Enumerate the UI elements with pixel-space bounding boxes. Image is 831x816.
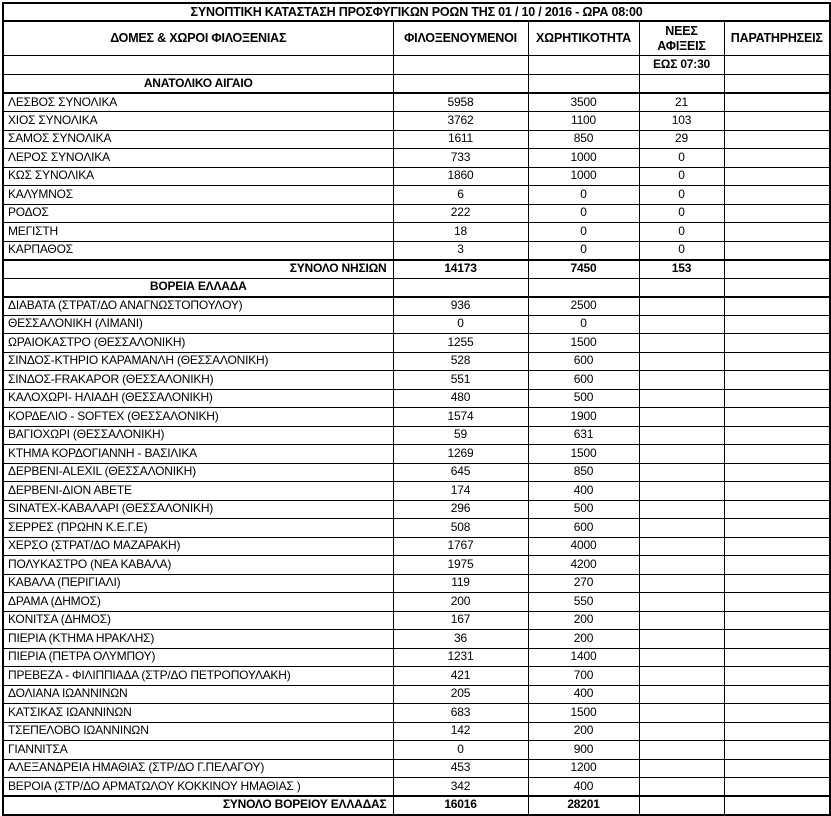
remarks-cell [724, 537, 830, 556]
arrivals-cell: 0 [639, 204, 724, 223]
arrivals-cell [639, 519, 724, 538]
remarks-cell [724, 352, 830, 371]
hosted-cell: 1975 [393, 556, 528, 575]
arrivals-cell: 0 [639, 149, 724, 168]
capacity-cell: 1400 [528, 648, 639, 667]
facility-name-cell: ΚΑΡΠΑΘΟΣ [3, 241, 393, 260]
remarks-cell [724, 334, 830, 353]
facility-name-cell: ΔΡΑΜΑ (ΔΗΜΟΣ) [3, 593, 393, 612]
arrivals-cell [639, 778, 724, 797]
remarks-cell [724, 75, 830, 94]
hosted-cell: 1860 [393, 167, 528, 186]
arrivals-cell [639, 537, 724, 556]
column-header-facility: ΔΟΜΕΣ & ΧΩΡΟΙ ΦΙΛΟΞΕΝΙΑΣ [3, 21, 393, 56]
capacity-cell: 600 [528, 371, 639, 390]
hosted-cell: 59 [393, 426, 528, 445]
subheader-row [3, 56, 830, 75]
column-header-capacity: ΧΩΡΗΤΙΚΟΤΗΤΑ [528, 21, 639, 56]
facility-name-cell: ΣΙΝΔΟΣ-ΚΤΗΡΙΟ ΚΑΡΑΜΑΝΛΗ (ΘΕΣΣΑΛΟΝΙΚΗ) [3, 352, 393, 371]
arrivals-cell [639, 75, 724, 94]
arrivals-cell: 0 [639, 186, 724, 205]
facility-name-cell: ΡΟΔΟΣ [3, 204, 393, 223]
remarks-cell [724, 371, 830, 390]
empty-cell [3, 56, 393, 75]
table-row [3, 593, 830, 612]
capacity-cell: 4000 [528, 537, 639, 556]
facility-name-cell: ΚΑΛΥΜΝΟΣ [3, 186, 393, 205]
capacity-cell: 0 [528, 315, 639, 334]
hosted-cell: 0 [393, 315, 528, 334]
hosted-cell: 142 [393, 722, 528, 741]
facility-name-cell: ΑΛΕΞΑΝΔΡΕΙΑ ΗΜΑΘΙΑΣ (ΣΤΡ/ΔΟ Γ.ΠΕΛΑΓΟΥ) [3, 759, 393, 778]
table-row [3, 445, 830, 464]
facility-name-cell: ΑΝΑΤΟΛΙΚΟ ΑΙΓΑΙΟ [3, 75, 393, 94]
remarks-cell [724, 611, 830, 630]
remarks-cell [724, 130, 830, 149]
table-row [3, 759, 830, 778]
remarks-cell [724, 482, 830, 501]
section-header-row [3, 75, 830, 94]
table-row [3, 130, 830, 149]
facility-name-cell: ΧΙΟΣ ΣΥΝΟΛΙΚΑ [3, 112, 393, 131]
facility-name-cell: ΠΟΛΥΚΑΣΤΡΟ (ΝΕΑ ΚΑΒΑΛΑ) [3, 556, 393, 575]
facility-name-cell: ΔΟΛΙΑΝΑ ΙΩΑΝΝΙΝΩΝ [3, 685, 393, 704]
facility-name-cell: ΜΕΓΙΣΤΗ [3, 223, 393, 242]
remarks-cell [724, 704, 830, 723]
table-row [3, 630, 830, 649]
table-row [3, 648, 830, 667]
arrivals-cell: 153 [639, 260, 724, 279]
remarks-cell [724, 167, 830, 186]
hosted-cell: 16016 [393, 796, 528, 815]
table-row [3, 167, 830, 186]
table-row [3, 389, 830, 408]
arrivals-cell [639, 315, 724, 334]
arrivals-cell [639, 445, 724, 464]
hosted-cell: 119 [393, 574, 528, 593]
table-row [3, 204, 830, 223]
arrivals-cell [639, 371, 724, 390]
capacity-cell: 400 [528, 482, 639, 501]
remarks-cell [724, 759, 830, 778]
arrivals-cell [639, 574, 724, 593]
hosted-cell: 205 [393, 685, 528, 704]
table-row [3, 519, 830, 538]
arrivals-cell: 21 [639, 93, 724, 112]
remarks-cell [724, 648, 830, 667]
facility-name-cell: ΣΕΡΡΕΣ (ΠΡΩΗΝ Κ.Ε.Γ.Ε) [3, 519, 393, 538]
hosted-cell: 174 [393, 482, 528, 501]
facility-name-cell: ΣΙΝΔΟΣ-FRAKAPOR (ΘΕΣΣΑΛΟΝΙΚΗ) [3, 371, 393, 390]
capacity-cell: 28201 [528, 796, 639, 815]
empty-cell [393, 56, 528, 75]
empty-cell [724, 56, 830, 75]
capacity-cell: 500 [528, 389, 639, 408]
facility-name-cell: ΘΕΣΣΑΛΟΝΙΚΗ (ΛΙΜΑΝΙ) [3, 315, 393, 334]
hosted-cell: 36 [393, 630, 528, 649]
remarks-cell [724, 223, 830, 242]
capacity-cell: 7450 [528, 260, 639, 279]
facility-name-cell: ΣΥΝΟΛΟ ΝΗΣΙΩΝ [3, 260, 393, 279]
facility-name-cell: ΤΣΕΠΕΛΟΒΟ ΙΩΑΝΝΙΝΩΝ [3, 722, 393, 741]
table-row [3, 334, 830, 353]
facility-name-cell: ΚΩΣ ΣΥΝΟΛΙΚΑ [3, 167, 393, 186]
capacity-cell: 631 [528, 426, 639, 445]
remarks-cell [724, 500, 830, 519]
table-row [3, 426, 830, 445]
capacity-cell: 200 [528, 630, 639, 649]
hosted-cell: 733 [393, 149, 528, 168]
table-row [3, 315, 830, 334]
capacity-cell: 0 [528, 241, 639, 260]
arrivals-cell [639, 297, 724, 316]
remarks-cell [724, 315, 830, 334]
hosted-cell: 1255 [393, 334, 528, 353]
table-row [3, 371, 830, 390]
table-row [3, 500, 830, 519]
column-header-hosted: ΦΙΛΟΞΕΝΟΥΜΕΝΟΙ [393, 21, 528, 56]
remarks-cell [724, 408, 830, 427]
capacity-cell: 400 [528, 778, 639, 797]
remarks-cell [724, 389, 830, 408]
hosted-cell: 14173 [393, 260, 528, 279]
hosted-cell: 528 [393, 352, 528, 371]
capacity-cell: 600 [528, 519, 639, 538]
arrivals-cell [639, 556, 724, 575]
hosted-cell: 1269 [393, 445, 528, 464]
table-row [3, 408, 830, 427]
capacity-cell: 200 [528, 722, 639, 741]
facility-name-cell: ΣΑΜΟΣ ΣΥΝΟΛΙΚΑ [3, 130, 393, 149]
facility-name-cell: ΠΙΕΡΙΑ (ΠΕΤΡΑ ΟΛΥΜΠΟΥ) [3, 648, 393, 667]
capacity-cell: 270 [528, 574, 639, 593]
table-row [3, 93, 830, 112]
remarks-cell [724, 93, 830, 112]
arrivals-cell [639, 482, 724, 501]
arrivals-cell: 0 [639, 167, 724, 186]
facility-name-cell: ΛΕΡΟΣ ΣΥΝΟΛΙΚΑ [3, 149, 393, 168]
total-row [3, 796, 830, 815]
arrivals-cell [639, 352, 724, 371]
arrivals-cell: 0 [639, 223, 724, 242]
arrivals-cell [639, 334, 724, 353]
facility-name-cell: ΣΥΝΟΛΟ ΒΟΡΕΙΟΥ ΕΛΛΑΔΑΣ [3, 796, 393, 815]
refugee-status-table [2, 2, 831, 816]
arrivals-cell [639, 463, 724, 482]
remarks-cell [724, 685, 830, 704]
facility-name-cell: ΧΕΡΣΟ (ΣΤΡΑΤ/ΔΟ ΜΑΖΑΡΑΚΗ) [3, 537, 393, 556]
facility-name-cell: ΚΑΤΣΙΚΑΣ ΙΩΑΝΝΙΝΩΝ [3, 704, 393, 723]
facility-name-cell: ΔΕΡΒΕΝΙ-ALEXIL (ΘΕΣΣΑΛΟΝΙΚΗ) [3, 463, 393, 482]
capacity-cell: 1200 [528, 759, 639, 778]
capacity-cell: 600 [528, 352, 639, 371]
remarks-cell [724, 574, 830, 593]
capacity-cell: 850 [528, 463, 639, 482]
remarks-cell [724, 112, 830, 131]
facility-name-cell: ΩΡΑΙΟΚΑΣΤΡΟ (ΘΕΣΣΑΛΟΝΙΚΗ) [3, 334, 393, 353]
total-row [3, 260, 830, 279]
hosted-cell: 1231 [393, 648, 528, 667]
remarks-cell [724, 593, 830, 612]
facility-name-cell: ΚΤΗΜΑ ΚΟΡΔΟΓΙΑΝΝΗ - ΒΑΣΙΛΙΚΑ [3, 445, 393, 464]
hosted-cell: 3 [393, 241, 528, 260]
table-row [3, 112, 830, 131]
capacity-cell: 1900 [528, 408, 639, 427]
arrivals-cell [639, 722, 724, 741]
arrivals-cell [639, 500, 724, 519]
remarks-cell [724, 426, 830, 445]
arrivals-cell: 0 [639, 241, 724, 260]
arrivals-cell [639, 796, 724, 815]
capacity-cell: 1500 [528, 334, 639, 353]
remarks-cell [724, 204, 830, 223]
arrivals-cell [639, 408, 724, 427]
remarks-cell [724, 241, 830, 260]
capacity-cell: 1000 [528, 167, 639, 186]
hosted-cell: 167 [393, 611, 528, 630]
page-title: ΣΥΝΟΠΤΙΚΗ ΚΑΤΑΣΤΑΣΗ ΠΡΟΣΦΥΓΙΚΩΝ ΡΟΩΝ ΤΗΣ 01 / 10 / 2016 - ΩΡΑ 08:00 [3, 3, 830, 21]
hosted-cell: 508 [393, 519, 528, 538]
remarks-cell [724, 463, 830, 482]
capacity-cell: 0 [528, 204, 639, 223]
arrivals-cell [639, 389, 724, 408]
capacity-cell: 850 [528, 130, 639, 149]
hosted-cell: 936 [393, 297, 528, 316]
capacity-cell: 1500 [528, 704, 639, 723]
table-row [3, 223, 830, 242]
facility-name-cell: ΔΕΡΒΕΝΙ-ΔΙΟΝ ΑΒΕΤΕ [3, 482, 393, 501]
arrivals-cell [639, 741, 724, 760]
hosted-cell: 1611 [393, 130, 528, 149]
section-header-row [3, 278, 830, 297]
table-row [3, 297, 830, 316]
hosted-cell: 296 [393, 500, 528, 519]
facility-name-cell: ΔΙΑΒΑΤΑ (ΣΤΡΑΤ/ΔΟ ΑΝΑΓΝΩΣΤΟΠΟΥΛΟΥ) [3, 297, 393, 316]
empty-cell [528, 56, 639, 75]
capacity-cell: 900 [528, 741, 639, 760]
table-row [3, 611, 830, 630]
table-row [3, 667, 830, 686]
hosted-cell: 551 [393, 371, 528, 390]
capacity-cell: 0 [528, 223, 639, 242]
hosted-cell: 0 [393, 741, 528, 760]
table-row [3, 574, 830, 593]
column-header-new-arrivals: ΝΕΕΣ ΑΦΙΞΕΙΣ [639, 21, 724, 56]
arrivals-cell [639, 685, 724, 704]
remarks-cell [724, 630, 830, 649]
hosted-cell: 18 [393, 223, 528, 242]
capacity-cell: 3500 [528, 93, 639, 112]
remarks-cell [724, 796, 830, 815]
capacity-cell: 200 [528, 611, 639, 630]
facility-name-cell: SINATEX-ΚΑΒΑΛΑΡΙ (ΘΕΣΣΑΛΟΝΙΚΗ) [3, 500, 393, 519]
table-row [3, 778, 830, 797]
capacity-cell: 500 [528, 500, 639, 519]
arrivals-cell [639, 704, 724, 723]
hosted-cell: 1767 [393, 537, 528, 556]
hosted-cell: 5958 [393, 93, 528, 112]
facility-name-cell: ΛΕΣΒΟΣ ΣΥΝΟΛΙΚΑ [3, 93, 393, 112]
capacity-cell [528, 278, 639, 297]
remarks-cell [724, 722, 830, 741]
header-row [3, 21, 830, 56]
capacity-cell: 400 [528, 685, 639, 704]
arrivals-cell [639, 667, 724, 686]
remarks-cell [724, 149, 830, 168]
table-row [3, 463, 830, 482]
facility-name-cell: ΒΟΡΕΙΑ ΕΛΛΑΔΑ [3, 278, 393, 297]
capacity-cell: 1000 [528, 149, 639, 168]
arrivals-cell: 29 [639, 130, 724, 149]
remarks-cell [724, 297, 830, 316]
table-row [3, 482, 830, 501]
capacity-cell: 1500 [528, 445, 639, 464]
arrivals-cell [639, 611, 724, 630]
hosted-cell: 6 [393, 186, 528, 205]
arrivals-cell [639, 426, 724, 445]
hosted-cell [393, 75, 528, 94]
hosted-cell: 3762 [393, 112, 528, 131]
table-row [3, 186, 830, 205]
capacity-cell: 4200 [528, 556, 639, 575]
arrivals-cell: 103 [639, 112, 724, 131]
capacity-cell: 1100 [528, 112, 639, 131]
arrivals-cell [639, 759, 724, 778]
facility-name-cell: ΓΙΑΝΝΙΤΣΑ [3, 741, 393, 760]
capacity-cell: 550 [528, 593, 639, 612]
table-row [3, 741, 830, 760]
facility-name-cell: ΠΡΕΒΕΖΑ - ΦΙΛΙΠΠΙΑΔΑ (ΣΤΡ/ΔΟ ΠΕΤΡΟΠΟΥΛΑΚΗ) [3, 667, 393, 686]
facility-name-cell: ΚΟΝΙΤΣΑ (ΔΗΜΟΣ) [3, 611, 393, 630]
hosted-cell: 200 [393, 593, 528, 612]
capacity-cell: 0 [528, 186, 639, 205]
hosted-cell: 480 [393, 389, 528, 408]
hosted-cell [393, 278, 528, 297]
table-row [3, 149, 830, 168]
column-header-remarks: ΠΑΡΑΤΗΡΗΣΕΙΣ [724, 21, 830, 56]
remarks-cell [724, 260, 830, 279]
remarks-cell [724, 556, 830, 575]
facility-name-cell: ΚΑΛΟΧΩΡΙ- ΗΛΙΑΔΗ (ΘΕΣΣΑΛΟΝΙΚΗ) [3, 389, 393, 408]
facility-name-cell: ΠΙΕΡΙΑ (ΚΤΗΜΑ ΗΡΑΚΛΗΣ) [3, 630, 393, 649]
facility-name-cell: ΒΕΡΟΙΑ (ΣΤΡ/ΔΟ ΑΡΜΑΤΩΛΟΥ ΚΟΚΚΙΝΟΥ ΗΜΑΘΙΑΣ ) [3, 778, 393, 797]
arrivals-cell [639, 593, 724, 612]
remarks-cell [724, 667, 830, 686]
capacity-cell [528, 75, 639, 94]
table-row [3, 556, 830, 575]
capacity-cell: 700 [528, 667, 639, 686]
facility-name-cell: ΚΑΒΑΛΑ (ΠΕΡΙΓΙΑΛΙ) [3, 574, 393, 593]
arrivals-cell [639, 278, 724, 297]
table-row [3, 537, 830, 556]
remarks-cell [724, 741, 830, 760]
table-row [3, 722, 830, 741]
table-row [3, 704, 830, 723]
hosted-cell: 1574 [393, 408, 528, 427]
hosted-cell: 453 [393, 759, 528, 778]
table-row [3, 352, 830, 371]
hosted-cell: 421 [393, 667, 528, 686]
facility-name-cell: ΒΑΓΙΟΧΩΡΙ (ΘΕΣΣΑΛΟΝΙΚΗ) [3, 426, 393, 445]
remarks-cell [724, 778, 830, 797]
remarks-cell [724, 278, 830, 297]
table-body [3, 75, 830, 815]
arrivals-until-label: ΕΩΣ 07:30 [639, 56, 724, 75]
table-row [3, 685, 830, 704]
facility-name-cell: ΚΟΡΔΕΛΙΟ - SOFTEX (ΘΕΣΣΑΛΟΝΙΚΗ) [3, 408, 393, 427]
hosted-cell: 342 [393, 778, 528, 797]
title-row [3, 3, 830, 21]
remarks-cell [724, 445, 830, 464]
hosted-cell: 683 [393, 704, 528, 723]
hosted-cell: 645 [393, 463, 528, 482]
capacity-cell: 2500 [528, 297, 639, 316]
hosted-cell: 222 [393, 204, 528, 223]
arrivals-cell [639, 630, 724, 649]
arrivals-cell [639, 648, 724, 667]
remarks-cell [724, 186, 830, 205]
table-row [3, 241, 830, 260]
remarks-cell [724, 519, 830, 538]
